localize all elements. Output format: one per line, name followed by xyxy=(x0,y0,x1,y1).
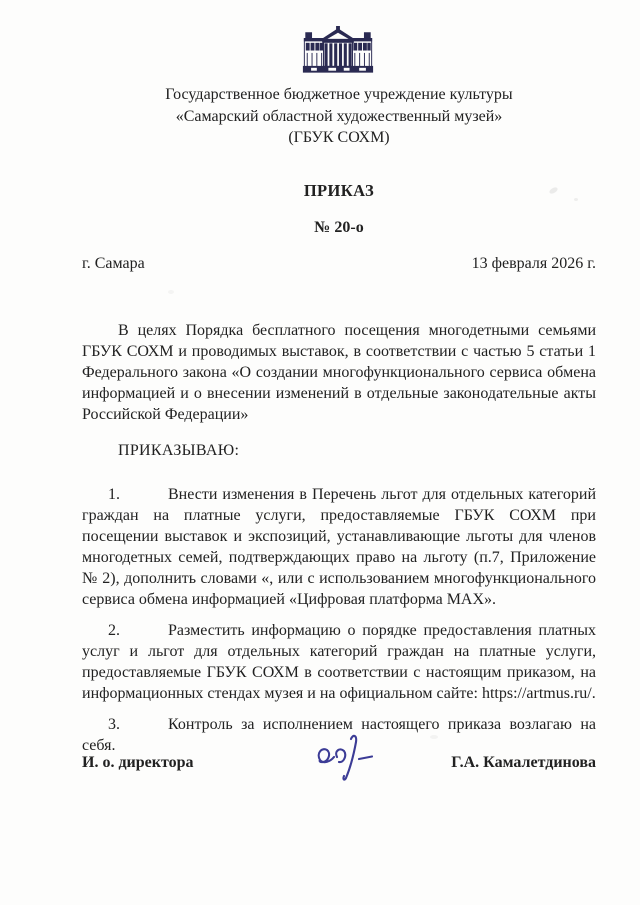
item-1-number: 1. xyxy=(108,486,120,503)
city-label: г. Самара xyxy=(82,255,145,272)
organization-header xyxy=(82,84,596,149)
museum-building-logo-icon xyxy=(301,26,375,76)
item-1-text: Внести изменения в Перечень льгот для отдельных категорий граждан на платные услуги, предоставляемые ГБУК СОХМ при посещении выставок и экспозиций, устанавливающие льготы для членов многодетных семей, подтверждающих право на льготу (п.7, Приложение № 2), дополнить словами «, или с использованием многофункционального сервиса обмена информацией «Цифровая платформа МАХ». xyxy=(82,486,596,608)
org-name-line1: Государственное бюджетное учреждение культуры xyxy=(165,86,513,103)
item-3-text: Контроль за исполнением настоящего приказа возлагаю на себя. xyxy=(82,716,596,754)
decree-word: ПРИКАЗЫВАЮ: xyxy=(118,442,240,459)
signer-name: Г.А. Камалетдинова xyxy=(451,754,596,771)
org-abbreviation: (ГБУК СОХМ) xyxy=(288,129,390,146)
city-date-row xyxy=(82,253,596,274)
order-item-2 xyxy=(82,620,596,704)
handwritten-signature-icon xyxy=(310,726,376,784)
document-number: № 20-о xyxy=(314,219,364,236)
date-label: 13 февраля 2026 г. xyxy=(471,255,596,272)
preamble-paragraph: В целях Порядка бесплатного посещения многодетными семьями ГБУК СОХМ и проводимых выставок, в соответствии с частью 5 статьи 1 Федерального закона «О создании многофункционального сервиса обмена информацией и о внесении изменений в отдельные законодательные акты Российской Федерации» xyxy=(82,322,596,423)
document-title: ПРИКАЗ xyxy=(303,181,375,200)
order-body xyxy=(82,320,596,756)
scan-artifact xyxy=(168,290,174,294)
item-2-text: Разместить информацию о порядке предоставления платных услуг и льгот для отдельных категорий граждан на платные услуги, предоставляемые ГБУК СОХМ в соответствии с настоящим приказом, на информационных стендах музея и на официальном сайте: https://artmus.ru/. xyxy=(82,622,596,702)
order-item-1 xyxy=(82,484,596,610)
org-name-line2: «Самарский областной художественный музей» xyxy=(175,107,503,125)
signer-position: И. о. директора xyxy=(82,754,194,771)
item-3-number: 3. xyxy=(108,716,120,733)
item-2-number: 2. xyxy=(108,622,120,639)
